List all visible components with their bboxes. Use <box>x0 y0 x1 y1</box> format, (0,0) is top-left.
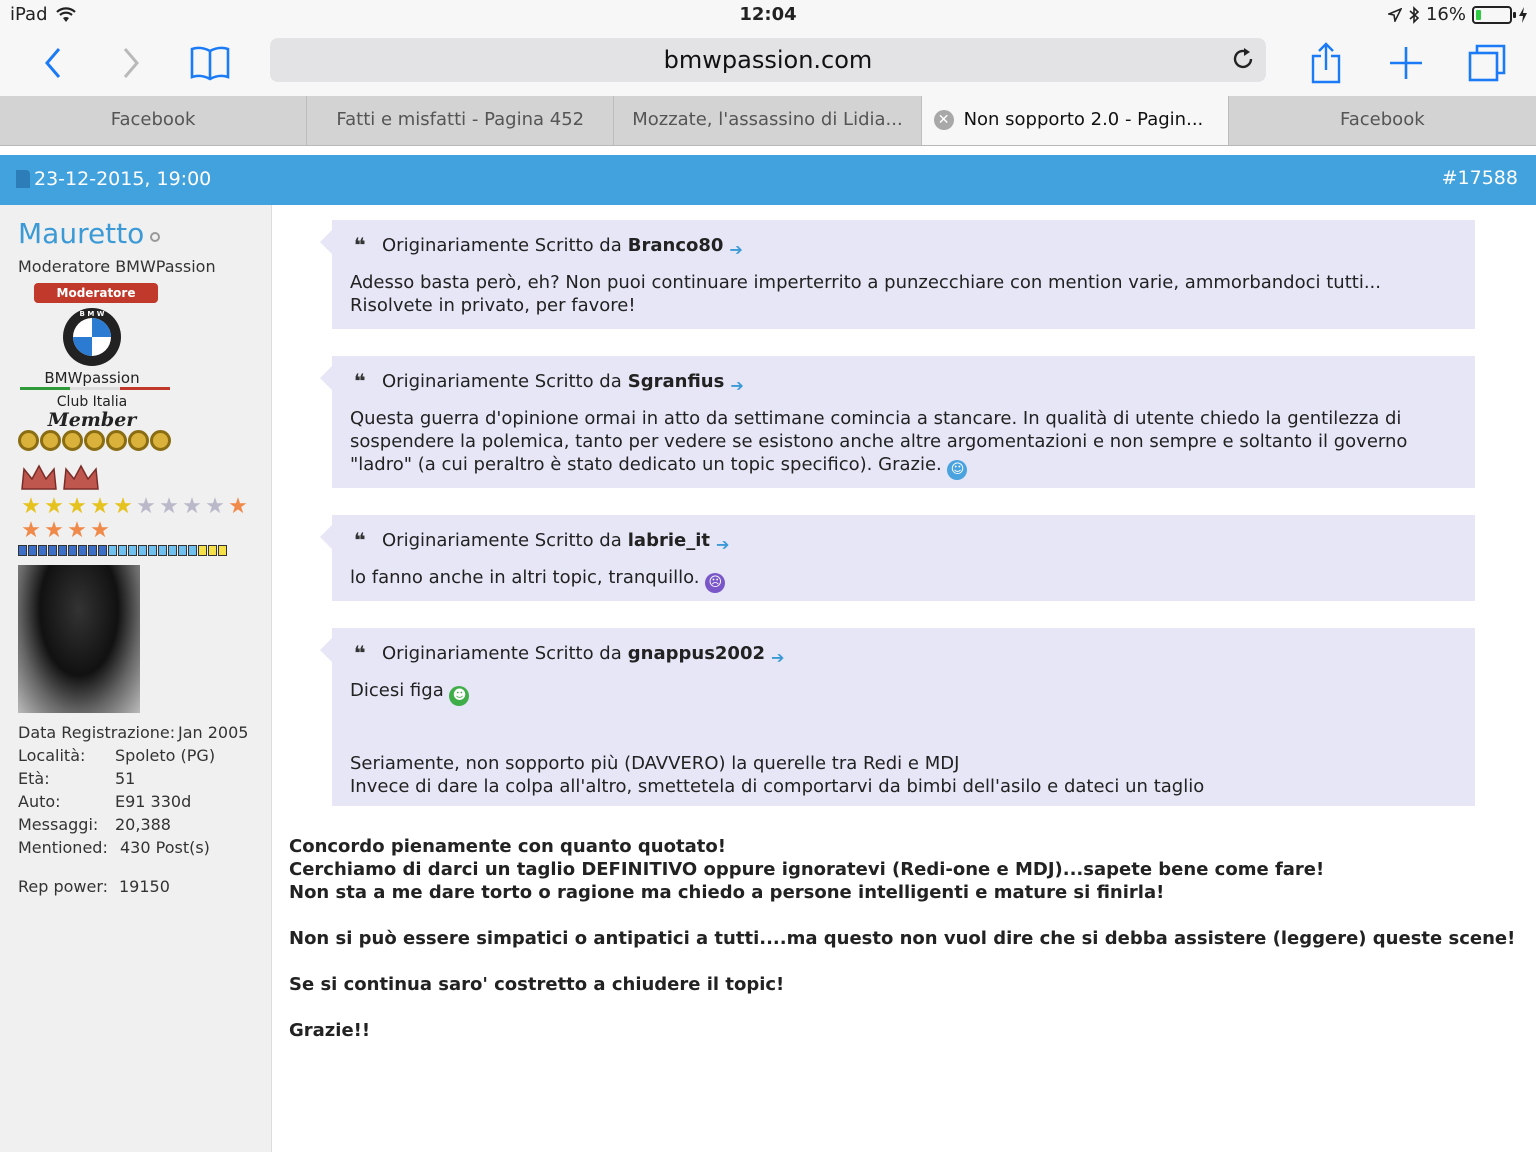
crown-icon <box>20 463 58 493</box>
bookmarks-button[interactable] <box>185 38 235 88</box>
medal-icon <box>106 430 127 451</box>
quote-text-wrap <box>350 566 1457 593</box>
user-title: Moderatore BMWPassion <box>18 257 216 276</box>
bluetooth-icon <box>1408 6 1420 24</box>
post-number-link[interactable]: #17588 <box>1441 167 1518 189</box>
quote-icon: ❝ <box>354 528 366 552</box>
quote-author-link[interactable]: Branco80 <box>627 235 724 256</box>
charging-icon <box>1518 7 1528 23</box>
offline-status-icon <box>150 232 160 242</box>
star-icon: ★ <box>136 494 156 519</box>
medal-icon <box>18 430 39 451</box>
share-button[interactable] <box>1301 38 1351 88</box>
post-content <box>273 205 1536 1152</box>
quote-text: Seriamente, non sopporto più (DAVVERO) la querelle tra Redi e MDJ <box>350 753 960 774</box>
tab-fatti-e-misfatti[interactable] <box>307 96 614 145</box>
medal-icon <box>62 430 83 451</box>
user-info <box>18 721 248 898</box>
tab-bar <box>0 96 1536 146</box>
view-post-arrow-icon[interactable]: ➔ <box>730 376 744 395</box>
quote-text: lo fanno anche in altri topic, tranquillo. <box>350 567 700 588</box>
medal-icon <box>40 430 61 451</box>
star-icon: ★ <box>205 494 225 519</box>
star-icon: ★ <box>90 494 110 519</box>
star-icon: ★ <box>67 518 87 543</box>
quote-text-wrap <box>350 407 1457 480</box>
clock: 12:04 <box>739 4 797 25</box>
logo-text-bmw: B M W <box>79 310 105 318</box>
smiley-wink-icon: ☺ <box>947 460 967 480</box>
quote-icon: ❝ <box>354 641 366 665</box>
battery-icon <box>1472 6 1512 24</box>
quote-text-wrap <box>350 679 1457 706</box>
username-link[interactable]: Mauretto <box>18 217 145 250</box>
reputation-bar <box>18 545 227 556</box>
bmwpassion-member-logo <box>18 307 173 427</box>
tab-label: Fatti e misfatti - Pagina 452 <box>336 109 585 130</box>
quote-block <box>332 220 1475 329</box>
tab-facebook-2[interactable] <box>1229 96 1536 145</box>
quote-prefix: Originariamente Scritto da <box>382 643 622 664</box>
info-value: E91 330d <box>115 792 192 811</box>
close-icon[interactable]: ✕ <box>934 110 954 130</box>
logo-text-club: Club Italia <box>56 394 128 410</box>
medal-icon <box>84 430 105 451</box>
tabs-overview-button[interactable] <box>1462 38 1512 88</box>
star-icon: ★ <box>67 494 87 519</box>
quote-text: Dicesi figa <box>350 680 444 701</box>
info-value[interactable]: 430 Post(s) <box>120 838 210 857</box>
message-line: Non sta a me dare torto o ragione ma chiedo a persone intelligenti e mature si finirla! <box>289 882 1165 903</box>
avatar[interactable] <box>18 565 140 713</box>
info-value: 20,388 <box>115 815 171 834</box>
post-document-icon <box>16 170 30 188</box>
view-post-arrow-icon[interactable]: ➔ <box>729 240 743 259</box>
medal-icon <box>150 430 171 451</box>
book-icon <box>189 45 231 81</box>
medal-icon <box>128 430 149 451</box>
star-icon: ★ <box>21 494 41 519</box>
quote-author-link[interactable]: Sgranfius <box>627 371 725 392</box>
quote-author-link[interactable]: labrie_it <box>627 530 710 551</box>
quote-block <box>332 515 1475 601</box>
info-label: Auto: <box>18 792 61 811</box>
quote-text: Questa guerra d'opinione ormai in atto da settimane comincia a stancare. In qualità di utente chiedo la gentilezza di sospendere la polemica, tanto per vedere se esistono anche altre argomentazioni e non sempre e soltanto il governo "ladro" (a cui peraltro è stato dedicato un topic specifico). Grazie. <box>350 408 1408 475</box>
message-line: Non si può essere simpatici o antipatici a tutti....ma questo non vuol dire che si debba assistere (leggere) queste scene! <box>289 928 1516 949</box>
star-icon: ★ <box>44 518 64 543</box>
chevron-left-icon <box>43 47 63 79</box>
star-icon: ★ <box>44 494 64 519</box>
plus-icon <box>1389 46 1423 80</box>
post-date: 23-12-2015, 19:00 <box>34 168 212 190</box>
star-icon: ★ <box>21 518 41 543</box>
medals-row <box>18 430 171 451</box>
reputation-stars <box>20 495 260 543</box>
battery-percent: 16% <box>1425 4 1466 25</box>
quote-icon: ❝ <box>354 369 366 393</box>
rep-power-label: Rep power: <box>18 877 109 896</box>
back-button[interactable] <box>28 38 78 88</box>
crowns-row <box>20 463 100 493</box>
tab-label: Non sopporto 2.0 - Pagin... <box>963 109 1204 130</box>
info-label: Località: <box>18 746 86 765</box>
rep-power-value: 19150 <box>119 877 170 896</box>
message-line: Concordo pienamente con quanto quotato! <box>289 836 726 857</box>
quote-text: Invece di dare la colpa all'altro, smettetela di comportarvi da bimbi dell'asilo e dateci un taglio <box>350 776 1205 797</box>
message-line: Se si continua saro' costretto a chiudere il topic! <box>289 974 785 995</box>
star-icon: ★ <box>113 494 133 519</box>
post-message <box>289 835 1515 1042</box>
info-label: Data Registrazione: <box>18 723 176 742</box>
device-label: iPad <box>10 4 48 25</box>
new-tab-button[interactable] <box>1381 38 1431 88</box>
star-icon: ★ <box>182 494 202 519</box>
info-label: Età: <box>18 769 50 788</box>
quote-author-link[interactable]: gnappus2002 <box>627 643 766 664</box>
quote-icon: ❝ <box>354 233 366 257</box>
post-header <box>0 155 1536 205</box>
tab-label: Facebook <box>1340 109 1425 130</box>
quote-block <box>332 356 1475 488</box>
tab-non-sopporto[interactable] <box>922 96 1229 145</box>
logo-text-brand: BMWpassion <box>44 369 140 387</box>
logo-text-member: Member <box>47 409 137 427</box>
moderator-badge: Moderatore <box>34 283 158 303</box>
reload-icon[interactable] <box>1230 46 1256 72</box>
quote-text: Adesso basta però, eh? Non puoi continuare imperterrito a punzecchiare con mention varie, ammorbandoci tutti... Risolvete in privato, per favore! <box>350 272 1381 316</box>
tab-mozzate[interactable] <box>614 96 921 145</box>
tab-label: Mozzate, l'assassino di Lidia... <box>632 109 903 130</box>
location-icon <box>1388 8 1402 22</box>
status-bar <box>0 0 1536 30</box>
quote-prefix: Originariamente Scritto da <box>382 235 622 256</box>
share-icon <box>1310 42 1342 84</box>
crown-icon <box>62 463 100 493</box>
message-line: Cerchiamo di darci un taglio DEFINITIVO oppure ignoratevi (Redi-one e MDJ)...sapete bene come fare! <box>289 859 1325 880</box>
view-post-arrow-icon[interactable]: ➔ <box>771 648 785 667</box>
view-post-arrow-icon[interactable]: ➔ <box>716 535 730 554</box>
info-label: Mentioned: <box>18 838 108 857</box>
info-value: Spoleto (PG) <box>115 746 216 765</box>
address-bar[interactable] <box>270 38 1266 82</box>
tab-label: Facebook <box>110 109 196 130</box>
user-sidebar <box>0 205 272 1152</box>
smiley-grin-icon: ☻ <box>449 686 469 706</box>
url-text: bmwpassion.com <box>663 46 873 74</box>
quote-block <box>332 628 1475 806</box>
browser-toolbar <box>0 30 1536 96</box>
chevron-right-icon <box>121 47 141 79</box>
star-icon: ★ <box>159 494 179 519</box>
quote-prefix: Originariamente Scritto da <box>382 530 622 551</box>
star-icon: ★ <box>228 494 248 519</box>
star-icon: ★ <box>90 518 110 543</box>
info-value: Jan 2005 <box>178 723 249 742</box>
quote-prefix: Originariamente Scritto da <box>382 371 622 392</box>
forward-button[interactable] <box>106 38 156 88</box>
tab-facebook-1[interactable] <box>0 96 307 145</box>
tabs-icon <box>1467 43 1507 83</box>
smiley-sad-icon: ☹ <box>705 573 725 593</box>
message-line: Grazie!! <box>289 1020 371 1041</box>
info-value: 51 <box>115 769 136 788</box>
info-label: Messaggi: <box>18 815 99 834</box>
